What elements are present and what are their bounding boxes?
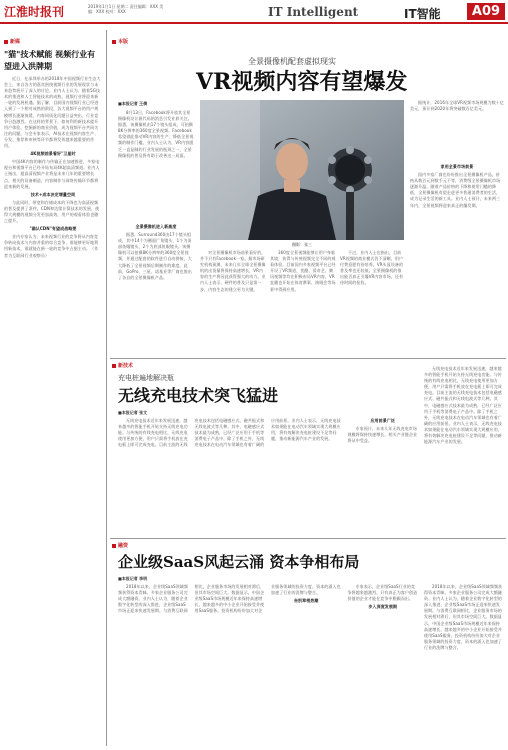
main-body-col2 (118, 222, 194, 354)
main-tag-label: 本版 (118, 39, 129, 45)
bottom-subhead-2: 步入深度发展期 (368, 604, 398, 610)
mid-right-paragraph: 无线充电技术近年来发展迅速，越来越多的智能手机开始支持无线充电功能。与传统的有线充电相比，无线充电使用更加方便，用户只需将手机放在充电板上即可完成充电。目前主流的无线充电技术包括电磁感应式、磁共振式和无线电波式等几种。其中，电磁感应式技术最为成熟，已经广泛应用于手机等消费电子产品中。除了手机之外，无线充电技术在电动汽车领域也有着广阔的应用前景。业内人士表示，无线充电技术如果能在电动汽车领域实现大规模应用，将有效解决充电桩建设不足等问题，推动新能源汽车产业的发展。 (424, 366, 502, 445)
bottom-byline: ■本报记者 李明 (118, 576, 148, 581)
left-body-paragraph-3: 与此同时，带宽和存储成本的下降也为高清视频的普及提供了条件。CDN和边缘计算技术的发展，使得大规模的视频分发更加高效，用户的观看体验也随之提升。 (4, 199, 100, 224)
mid-kicker: 充电桩遍地解决瓶 (118, 374, 174, 382)
left-section-tag (4, 38, 20, 45)
main-body-paragraph-2: 据悉，Surround360由17个镜头组成，其中14个为侧面广角镜头，1个为顶部鱼眼镜头，2个为底部鱼眼镜头。该摄像机可以拍摄8K分辨率的360度全景视频，并通过配套的软件进行自动拼接，大大降低了全景视频后期制作的难度。此前，GoPro、三星、诺基亚等厂商也推出了各自的全景摄像机产品。 (118, 232, 192, 280)
right-body-paragraph: 据统计，2016年全球VR视频市场规模为数十亿美元，预计到2020年将突破数百亿美元。 (410, 100, 504, 112)
main-body-col3 (200, 250, 266, 354)
column-divider (106, 30, 107, 746)
mid-right-body (424, 366, 504, 532)
right-body-1 (410, 100, 504, 160)
mid-section-tag (112, 362, 133, 369)
main-subhead: 全景摄像机进入新高度 (135, 224, 177, 229)
right-body-paragraph-2: 国内多家厂商也纷纷推出全景摄像机产品，价格从数百元到数千元不等，消费级全景摄像机市场逐渐升温。随着产品价格的下降和使用门槛的降低，全景摄像机有望走进更多普通消费者的生活，成为记录生活的新工具。业内人士预计，未来两三年内，全景视频将迎来真正的爆发期。 (410, 172, 501, 208)
bottom-right-body (424, 584, 504, 746)
left-headline: "猫"技术赋能 视频行业有望进入洪牌期 (4, 49, 96, 71)
tag-marker-icon (112, 40, 116, 44)
left-subhead-1: 4K视频前景看好"卫星时 (30, 151, 76, 157)
tag-marker-icon (112, 544, 116, 548)
left-body-paragraph-4: 业内专家认为，未来视频行业的竞争将从内容竞争转向技术与内容并重的综合竞争，谁能够更好地利用新技术，谁就能在新一轮的竞争中占据主动。（作者为互联网行业观察员） (4, 234, 99, 258)
page-header (0, 0, 508, 24)
mid-headline: 无线充电技术突飞猛进 (118, 386, 279, 405)
right-body-2 (410, 162, 504, 354)
bottom-section-tag (112, 542, 128, 549)
main-body-col5 (340, 250, 404, 354)
left-subhead-2: 技术+成本决定增量空间 (30, 191, 76, 197)
main-body-col1 (118, 110, 194, 218)
bottom-tag-label: 融资 (118, 543, 129, 549)
main-body-paragraph: 8月13日，Facebook将开放其全景摄像机设计源代码的消息引发业界关注。据悉，该摄像机由17个镜头组成，可拍摄8K分辨率的360度全景视频。Facebook希望借此推动VR内容的生产，降低全景视频的制作门槛。业内人士认为，VR内容匮乏一直是制约行业发展的瓶颈之一，全景摄像机的普及将有助于改善这一局面。 (118, 110, 194, 158)
person-with-camera-photo (200, 100, 404, 240)
section-title-cn: IT智能 (404, 7, 441, 21)
left-subhead-3: "确认CDN"有望成战略要 (29, 226, 77, 232)
mid-tag-label: 新技术 (118, 363, 134, 369)
newspaper-logo: 江淮时报刊 (4, 5, 65, 19)
main-body-col4 (270, 250, 336, 354)
left-body-paragraph: 近日，在深圳举办的2018年中国视频行业生态大会上，来自各方的嘉宾围绕视频行业的发展现状与未来趋势展开了深入的讨论。业内人士认为，随着5G技术的推进和人工智能技术的成熟，视频行业将迎来新一轮的发展机遇。据了解，目前国内视频行业已经进入到了一个相对成熟的阶段，各大视频平台的用户规模增长逐渐放缓，内容同质化问题日益突出，行业竞争日趋激烈。在这样的背景下，如何利用新技术提升用户体验、挖掘新的商业价值，成为视频平台共同关注的问题。与会专家表示，AI技术在视频内容生产、分发、推荐和审核等环节都将发挥越来越重要的作用。 (4, 76, 101, 149)
mid-byline: ■本报记者 张文 (118, 410, 148, 415)
main-kicker: 全景摄像机配套虚拟现实 (248, 57, 336, 66)
main-headline: VR视频内容有望爆发 (196, 69, 408, 95)
bottom-subhead-1: 告别草根热潮 (293, 598, 319, 604)
left-article-body (4, 76, 102, 744)
bottom-headline: 企业级SaaS风起云涌 资本争相布局 (118, 553, 360, 571)
bottom-body-paragraph-2: 专家表示，企业级SaaS行业的竞争将越来越激烈，只有真正为客户创造价值的企业才能在竞争中脱颖而出。 (347, 584, 418, 602)
photo-caption: 摄影：张三 (292, 242, 312, 247)
main-body-paragraph-3: 对全景摄像机市场前景看好的，并不只有Facebook一家。据市场研究机构预测，未来几年全球全景摄像机的出货量将保持高速增长，VR内容的生产将因此获得强大的动力。业内人士表示，硬件的普及只是第一步，内容生态的建立更为关键。 (200, 250, 266, 292)
main-section-tag (112, 38, 128, 45)
tag-marker-icon (4, 40, 8, 44)
left-tag-label: 新媒 (10, 39, 21, 45)
date-info: 2019年1月1日 星期二 责任编辑：XXX 美编：XXX 校对：XXX (88, 4, 164, 14)
right-subhead: 家用全景市场前景 (440, 164, 474, 169)
mid-article-body (118, 418, 418, 532)
bottom-right-paragraph: 2018年以来，企业级SaaS领域频频获得资本青睐，多家企业服务公司完成大额融资。业内人士认为，随着企业数字化转型的深入推进，企业级SaaS市场正迎来快速发展期。与消费互联网相比，企业服务市场的发展相对滞后，但其市场空间巨大。数据显示，中国企业级SaaS市场规模近年来保持高速增长，越来越多的中小企业开始接受并使用SaaS服务。投资机构纷纷加大对企业服务领域的投资力度，资本的涌入也加速了行业的洗牌与整合。 (424, 584, 503, 650)
bottom-article-body (118, 584, 418, 746)
left-body-paragraph-2: 中国4K内容的制作与传输正在加速推进，多家电视台和视频平台已经开始布局4K超高清频道。业内人士指出，超高清视频产业将是未来几年的重要增长点，相关的设备制造、内容制作与网络传输环节都将迎来新的发展。 (4, 159, 100, 189)
section-title-en: IT Intelligent (268, 5, 359, 19)
main-byline: ■本报记者 王倩 (118, 101, 148, 106)
main-photo (200, 100, 404, 240)
mid-subhead: 应用前景广泛 (370, 418, 396, 423)
section-divider-2 (110, 538, 506, 539)
mid-body-paragraph-2: 专家预计，未来几年无线充电市场规模将保持快速增长，相关产业链企业将从中受益。 (347, 426, 418, 444)
mid-body-paragraph: 无线充电技术近年来发展迅速，越来越多的智能手机开始支持无线充电功能。与传统的有线充电相比，无线充电使用更加方便，用户只需将手机放在充电板上即可完成充电。目前主流的无线充电技术包括电磁感应式、磁共振式和无线电波式等几种。其中，电磁感应式技术最为成熟，已经广泛应用于手机等消费电子产品中。除了手机之外，无线充电技术在电动汽车领域也有着广阔的应用前景。业内人士表示，无线充电技术如果能在电动汽车领域实现大规模应用，将有效解决充电桩建设不足等问题，推动新能源汽车产业的发展。 (118, 418, 341, 448)
main-body-paragraph-4: 360度全景视频能够让用户身临其境，获得与传统视频完全不同的观看体验。目前国内多家视频平台已经开设了VR频道，优酷、爱奇艺、腾讯视频等均在积极布局VR内容，VR直播也开始在体育赛事、演唱会等场景中得到应用。 (270, 250, 336, 292)
page-number: A09 (467, 3, 505, 20)
bottom-body-paragraph: 2018年以来，企业级SaaS领域频频获得资本青睐，多家企业服务公司完成大额融资。业内人士认为，随着企业数字化转型的深入推进，企业级SaaS市场正迎来快速发展期。与消费互联网相比，企业服务市场的发展相对滞后，但其市场空间巨大。数据显示，中国企业级SaaS市场规模近年来保持高速增长，越来越多的中小企业开始接受并使用SaaS服务。投资机构纷纷加大对企业服务领域的投资力度，资本的涌入也加速了行业的洗牌与整合。 (118, 584, 341, 614)
tag-marker-icon (112, 364, 116, 368)
section-divider-1 (110, 358, 506, 359)
main-body-paragraph-5: 不过，业内人士也指出，目前VR视频的商业模式仍不清晰，用户付费意愿有待培养，VR头显设备的普及率也还较低。全景摄像机的推出能否真正引爆VR内容市场，还有待时间的检验。 (340, 250, 404, 286)
